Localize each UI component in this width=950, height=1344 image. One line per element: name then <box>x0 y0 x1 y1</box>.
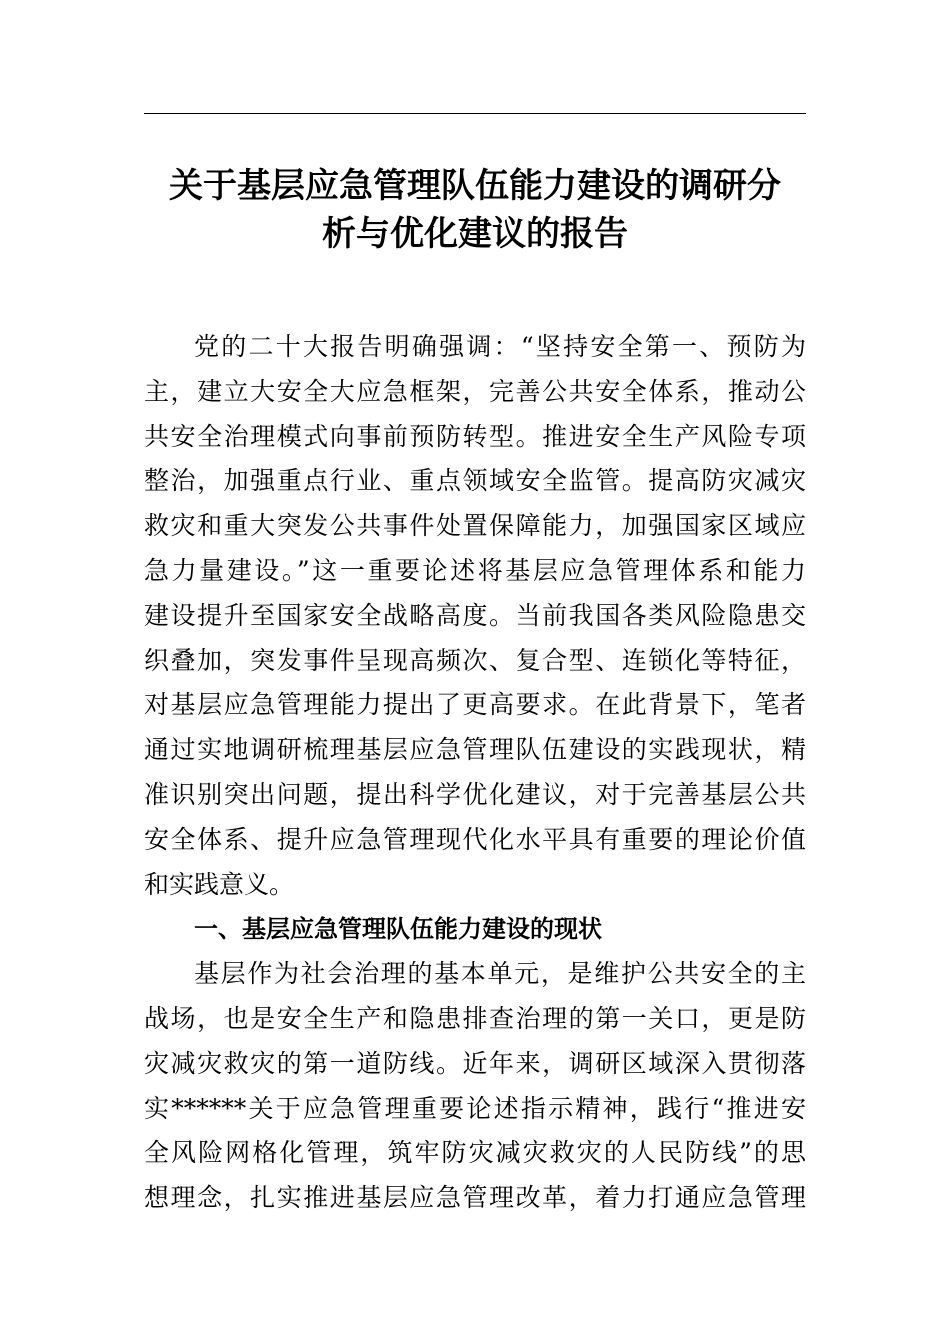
paragraph-intro <box>144 325 806 907</box>
document-title <box>144 162 806 258</box>
text-line: 和实践意义。 <box>144 869 295 899</box>
text-line: 通过实地调研梳理基层应急管理队伍建设的实践现状，精 <box>144 735 806 765</box>
text-line: 建设提升至国家安全战略高度。当前我国各类风险隐患交 <box>144 600 806 630</box>
text-line: 基层作为社会治理的基本单元，是维护公共安全的主 <box>194 959 806 989</box>
text-line: 想理念，扎实推进基层应急管理改革，着力打通应急管理 <box>144 1183 806 1213</box>
text-line: 主，建立大安全大应急框架，完善公共安全体系，推动公 <box>144 376 806 406</box>
header-rule <box>144 113 806 114</box>
text-line: 急力量建设。”这一重要论述将基层应急管理体系和能力 <box>144 555 806 585</box>
title-line: 析与优化建议的报告 <box>322 214 628 254</box>
text-line: 对基层应急管理能力提出了更高要求。在此背景下，笔者 <box>144 690 806 720</box>
text-line: 共安全治理模式向事前预防转型。推进安全生产风险专项 <box>144 421 806 451</box>
text-line: 整治，加强重点行业、重点领域安全监管。提高防灾减灾 <box>144 466 806 496</box>
text-line: 织叠加，突发事件呈现高频次、复合型、连锁化等特征， <box>144 645 806 675</box>
document-body <box>144 325 806 1221</box>
section-heading: 一、基层应急管理队伍能力建设的现状 <box>194 915 602 944</box>
text-line: 实******关于应急管理重要论述指示精神，践行“推进安 <box>144 1093 806 1123</box>
text-line: 党的二十大报告明确强调：“坚持安全第一、预防为 <box>194 332 806 361</box>
paragraph-section-1 <box>144 952 806 1221</box>
text-line: 战场，也是安全生产和隐患排查治理的第一关口，更是防 <box>144 1003 806 1033</box>
text-line: 灾减灾救灾的第一道防线。近年来，调研区域深入贯彻落 <box>144 1048 806 1078</box>
title-line: 关于基层应急管理队伍能力建设的调研分 <box>169 166 781 206</box>
text-line: 安全体系、提升应急管理现代化水平具有重要的理论价值 <box>144 824 806 854</box>
text-line: 准识别突出问题，提出科学优化建议，对于完善基层公共 <box>144 779 806 809</box>
text-line: 全风险网格化管理，筑牢防灾减灾救灾的人民防线”的思 <box>144 1138 806 1168</box>
text-line: 救灾和重大突发公共事件处置保障能力，加强国家区域应 <box>144 511 806 541</box>
